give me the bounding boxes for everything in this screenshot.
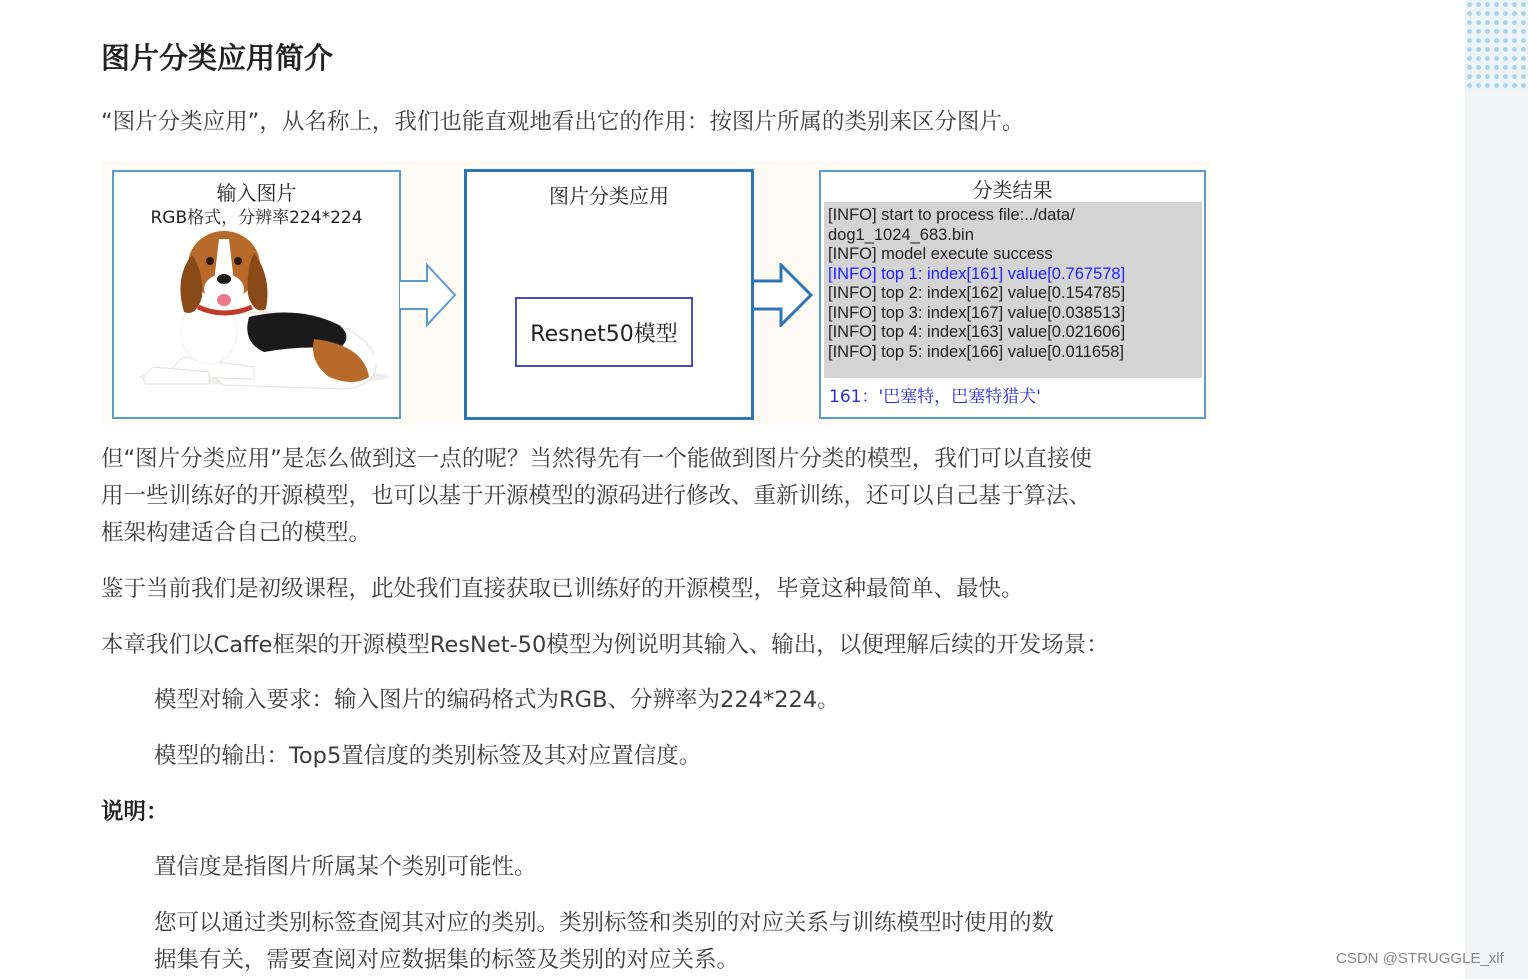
list-item: 模型对输入要求：输入图片的编码格式为RGB、分辨率为224*224。 bbox=[154, 687, 840, 713]
log-line-top1: [INFO] top 1: index[161] value[0.767578] bbox=[828, 265, 1126, 283]
paragraph-line: 框架构建适合自己的模型。 bbox=[101, 520, 372, 546]
log-output bbox=[824, 202, 1202, 378]
log-line: [INFO] top 2: index[162] value[0.154785] bbox=[828, 284, 1126, 302]
arrow-right-icon bbox=[753, 263, 815, 327]
page-side-strip bbox=[1465, 0, 1528, 979]
intro-paragraph: “图片分类应用”，从名称上，我们也能直观地看出它的作用：按图片所属的类别来区分图片。 bbox=[101, 109, 1025, 135]
note-label: 说明： bbox=[101, 799, 169, 825]
log-line: [INFO] model execute success bbox=[828, 245, 1053, 263]
resnet50-model-box: Resnet50模型 bbox=[515, 297, 693, 367]
classification-result-box bbox=[819, 170, 1206, 419]
input-image-title: 输入图片 bbox=[216, 181, 297, 205]
log-line: [INFO] top 5: index[166] value[0.011658] bbox=[828, 343, 1124, 361]
log-line: dog1_1024_683.bin bbox=[828, 226, 974, 244]
input-image-box bbox=[112, 170, 401, 419]
log-line: [INFO] start to process file:../data/ bbox=[828, 206, 1075, 224]
note-item: 置信度是指图片所属某个类别可能性。 bbox=[154, 854, 537, 880]
classification-diagram bbox=[102, 161, 1210, 425]
result-title: 分类结果 bbox=[972, 178, 1053, 202]
log-line: [INFO] top 4: index[163] value[0.021606] bbox=[828, 323, 1126, 341]
section-heading: 图片分类应用简介 bbox=[101, 41, 334, 75]
arrow-right-icon bbox=[399, 263, 459, 327]
note-item-line: 据集有关，需要查阅对应数据集的标签及类别的对应关系。 bbox=[154, 947, 740, 973]
paragraph-line: 但“图片分类应用”是怎么做到这一点的呢？当然得先有一个能做到图片分类的模型，我们可以直接使 bbox=[101, 446, 1092, 472]
list-item: 模型的输出：Top5置信度的类别标签及其对应置信度。 bbox=[154, 743, 702, 769]
paragraph: 本章我们以Caffe框架的开源模型ResNet-50模型为例说明其输入、输出，以便理解后续的开发场景： bbox=[101, 632, 1109, 658]
decorative-dot-pattern bbox=[1465, 0, 1528, 92]
input-format-label: RGB格式，分辨率224*224 bbox=[150, 208, 363, 228]
app-title: 图片分类应用 bbox=[549, 184, 669, 208]
paragraph: 鉴于当前我们是初级课程，此处我们直接获取已训练好的开源模型，毕竟这种最简单、最快。 bbox=[101, 576, 1024, 602]
paragraph-line: 用一些训练好的开源模型，也可以基于开源模型的源码进行修改、重新训练，还可以自己基于算法、 bbox=[101, 483, 1092, 509]
result-label: 161：'巴塞特，巴塞特猎犬' bbox=[829, 387, 1041, 407]
classification-app-box bbox=[464, 169, 754, 420]
csdn-watermark: CSDN @STRUGGLE_xlf bbox=[1336, 950, 1504, 967]
beagle-dog-image bbox=[114, 227, 399, 417]
note-item-line: 您可以通过类别标签查阅其对应的类别。类别标签和类别的对应关系与训练模型时使用的数 bbox=[154, 910, 1055, 936]
log-line: [INFO] top 3: index[167] value[0.038513] bbox=[828, 304, 1126, 322]
